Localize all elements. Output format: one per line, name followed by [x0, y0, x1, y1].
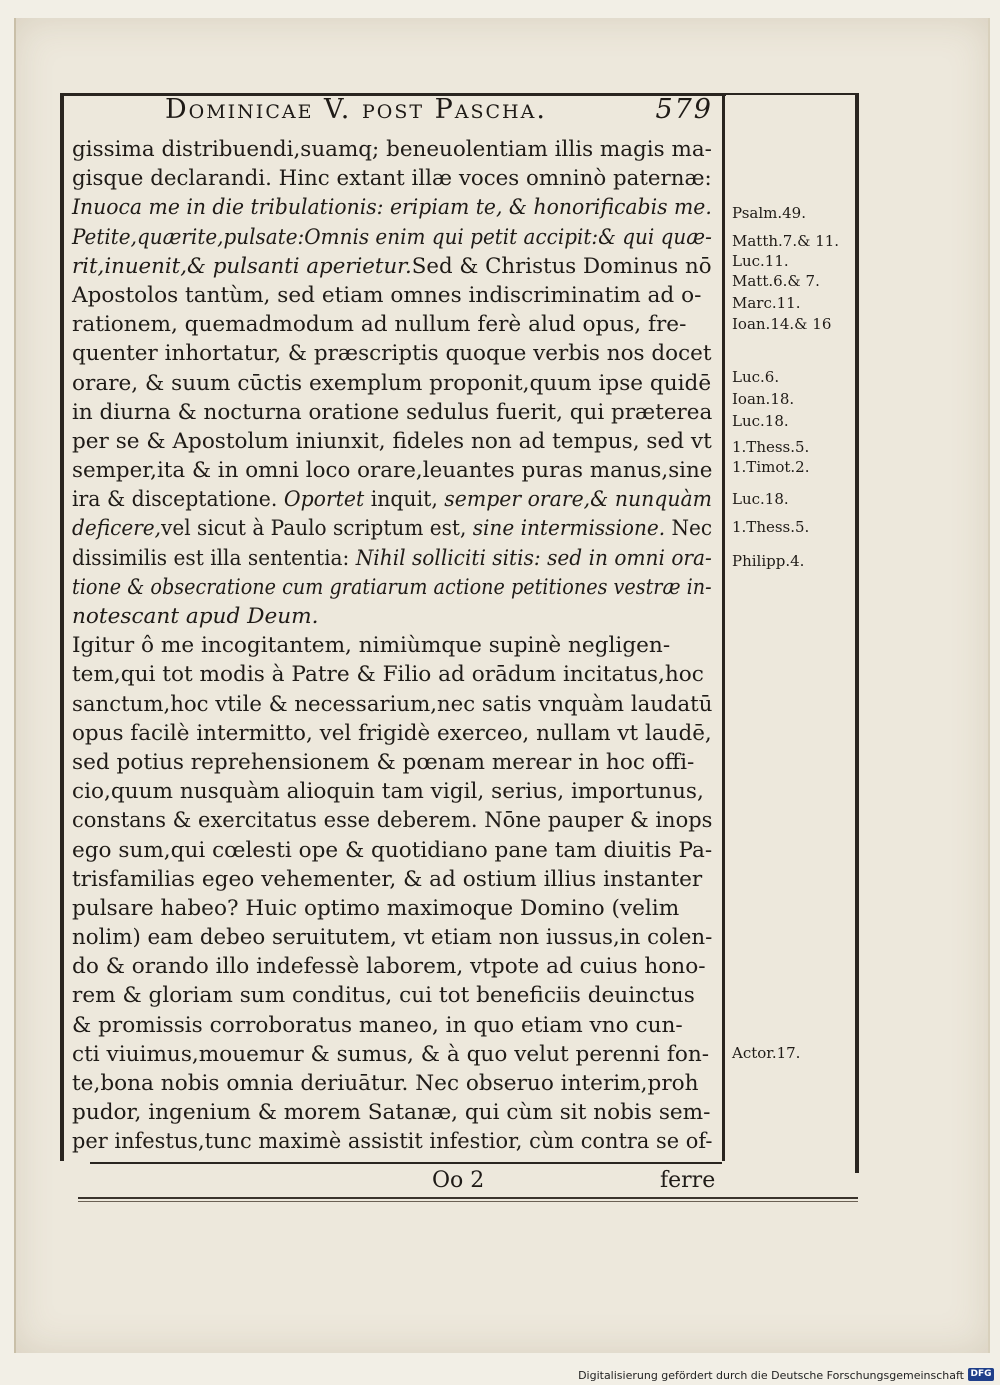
text-line: [72, 777, 712, 806]
text-span: dissimilis est illa sententia:: [72, 545, 356, 571]
text-span: pulsare habeo? Huic optimo maximoque Domino (velim: [72, 895, 680, 921]
italic-text: rit,inuenit,& pulsanti aperietur.: [72, 253, 412, 279]
text-line: [72, 865, 712, 894]
text-line: [72, 1011, 712, 1040]
text-line: [72, 602, 712, 631]
text-line: [72, 660, 712, 689]
margin-reference: 1.Thess.5.: [732, 518, 810, 536]
dfg-logo[interactable]: DFG: [968, 1368, 994, 1381]
italic-text: notescant apud Deum.: [72, 604, 319, 629]
italic-text: tione & obsecratione cum gratiarum actione petitiones vestræ in-: [72, 574, 712, 600]
text-line: [72, 339, 712, 368]
margin-reference: Matt.6.& 7.: [732, 272, 820, 290]
italic-text: Nihil solliciti sitis: sed in omni ora-: [355, 545, 712, 571]
text-span: te,bona nobis omnia deriuātur. Nec obseruo interim,proh: [72, 1071, 699, 1096]
text-span: constans & exercitatus esse deberem. Nōne pauper & inops: [72, 808, 713, 834]
main-text: [72, 135, 712, 1157]
text-span: gisque declarandi. Hinc extant illæ voces omninò paternæ:: [72, 166, 712, 192]
text-line: [72, 369, 712, 398]
text-span: tem,qui tot modis à Patre & Filio ad orādum incitatus,hoc: [72, 662, 704, 688]
text-line: [72, 485, 713, 514]
text-span: per se & Apostolum iniunxit, fideles non ad tempus, sed vt: [72, 428, 712, 454]
margin-reference: Luc.6.: [732, 368, 780, 386]
margin-reference: Matth.7.& 11.: [732, 232, 840, 250]
text-line: [72, 310, 712, 339]
margin-reference: Luc.11.: [732, 252, 789, 270]
text-line: [72, 398, 713, 427]
margin-reference: Actor.17.: [732, 1044, 801, 1062]
margin-reference: Luc.18.: [732, 490, 789, 508]
text-line: [72, 1069, 712, 1098]
text-line: [72, 1098, 712, 1127]
text-span: nolim) eam debeo seruitutem, vt etiam non iussus,in colen-: [72, 925, 713, 951]
text-line: [72, 631, 712, 660]
text-span: Nec: [665, 516, 713, 542]
text-span: semper,ita & in omni loco orare,leuantes puras manus,sine: [72, 458, 713, 484]
text-span: ego sum,qui cœlesti ope & quotidiano pane tam diuitis Pa-: [72, 837, 713, 863]
text-span: per infestus,tunc maximè assistit infestior, cùm contra se of-: [72, 1129, 713, 1155]
margin-reference: 1.Thess.5.: [732, 438, 810, 456]
text-line: [72, 836, 711, 865]
italic-text: Oportet: [283, 487, 365, 513]
text-span: rem & gloriam sum conditus, cui tot beneficiis deuinctus: [72, 983, 695, 1009]
text-span: orare, & suum cūctis exemplum proponit,quum ipse quidē: [72, 370, 712, 396]
text-span: & promissis corroboratus maneo, in quo etiam vno cun-: [72, 1012, 683, 1038]
page-number: 579: [655, 94, 713, 125]
text-line: [72, 719, 712, 748]
margin-column-rule: [855, 93, 859, 1173]
text-line: [72, 135, 712, 164]
text-line: [72, 1127, 713, 1156]
italic-text: Inuoca me in die tribulationis: eripiam te, & honorificabis me.: [72, 195, 712, 221]
text-line: [72, 981, 712, 1010]
text-span: sed potius reprehensionem & pœnam merear in hoc offi-: [72, 749, 695, 775]
text-span: trisfamilias egeo vehementer, & ad ostium illius instanter: [72, 866, 703, 892]
text-line: [72, 164, 712, 193]
footer-rule: [78, 1197, 858, 1199]
text-line: [72, 806, 713, 835]
running-title: Dominicae V. post Pascha.: [165, 94, 547, 125]
text-span: in diurna & nocturna oratione sedulus fuerit, qui præterea: [72, 399, 713, 425]
text-line: [72, 544, 712, 573]
text-span: Sed & Christus Dominus nō: [411, 253, 712, 279]
margin-reference: Philipp.4.: [732, 552, 805, 570]
running-header: [165, 94, 725, 134]
text-span: quenter inhortatur, & præscriptis quoque verbis nos docet: [72, 341, 712, 367]
italic-text: semper orare,& nunquàm: [444, 487, 713, 513]
margin-reference: Marc.11.: [732, 294, 801, 312]
text-line: [72, 573, 712, 602]
digitization-credit: Digitalisierung gefördert durch die Deutsche Forschungsgemeinschaft: [578, 1369, 964, 1382]
text-line: [72, 427, 711, 456]
italic-text: deficere,: [72, 516, 162, 542]
text-span: inquit,: [364, 487, 445, 513]
text-line: [72, 514, 713, 543]
catchword: ferre: [660, 1168, 716, 1193]
text-line: [72, 923, 713, 952]
italic-text: Petite,quærite,pulsate:Omnis enim qui petit accipit:& qui quæ-: [72, 224, 712, 250]
text-line: [72, 223, 712, 252]
text-line: [72, 281, 712, 310]
text-span: ira & disceptatione.: [72, 487, 284, 513]
text-span: pudor, ingenium & morem Satanæ, qui cùm sit nobis sem-: [72, 1100, 711, 1126]
text-line: [72, 252, 712, 281]
margin-reference: Luc.18.: [732, 412, 789, 430]
text-span: sanctum,hoc vtile & necessarium,nec satis vnquàm laudatū: [72, 691, 713, 717]
text-line: [72, 748, 712, 777]
signature-mark: Oo 2: [432, 1168, 485, 1193]
text-line: [72, 456, 713, 485]
text-span: gissima distribuendi,suamq; beneuolentiam illis magis ma-: [72, 137, 712, 162]
margin-reference: Ioan.18.: [732, 390, 795, 408]
margin-reference: Ioan.14.& 16: [732, 315, 832, 333]
footer-rule-thin: [78, 1201, 858, 1202]
margin-reference: Psalm.49.: [732, 204, 806, 222]
margin-reference: 1.Timot.2.: [732, 458, 810, 476]
text-line: [72, 1040, 712, 1069]
text-bottom-rule: [90, 1162, 722, 1164]
text-span: do & orando illo indefessè laborem, vtpote ad cuius hono-: [72, 954, 706, 980]
text-span: opus facilè intermitto, vel frigidè exerceo, nullam vt laudē,: [72, 720, 712, 746]
text-span: Igitur ô me incogitantem, nimiùmque supinè negligen-: [72, 633, 671, 659]
text-span: cio,quum nusquàm alioquin tam vigil, serius, importunus,: [72, 779, 704, 805]
italic-text: sine intermissione.: [472, 516, 666, 542]
text-line: [72, 690, 713, 719]
margin-top-rule: [722, 93, 858, 95]
text-line: [72, 894, 712, 923]
digitization-banner: [0, 1365, 1000, 1385]
text-line: [72, 952, 712, 981]
text-column-rule: [722, 93, 725, 1161]
text-span: rationem, quemadmodum ad nullum ferè alud opus, fre-: [72, 312, 687, 338]
text-span: Apostolos tantùm, sed etiam omnes indiscriminatim ad o-: [72, 282, 702, 308]
text-span: vel sicut à Paulo scriptum est,: [161, 516, 473, 542]
text-line: [72, 193, 712, 222]
text-span: cti viuimus,mouemur & sumus, & à quo velut perenni fon-: [72, 1041, 710, 1067]
left-column-rule: [60, 93, 64, 1161]
